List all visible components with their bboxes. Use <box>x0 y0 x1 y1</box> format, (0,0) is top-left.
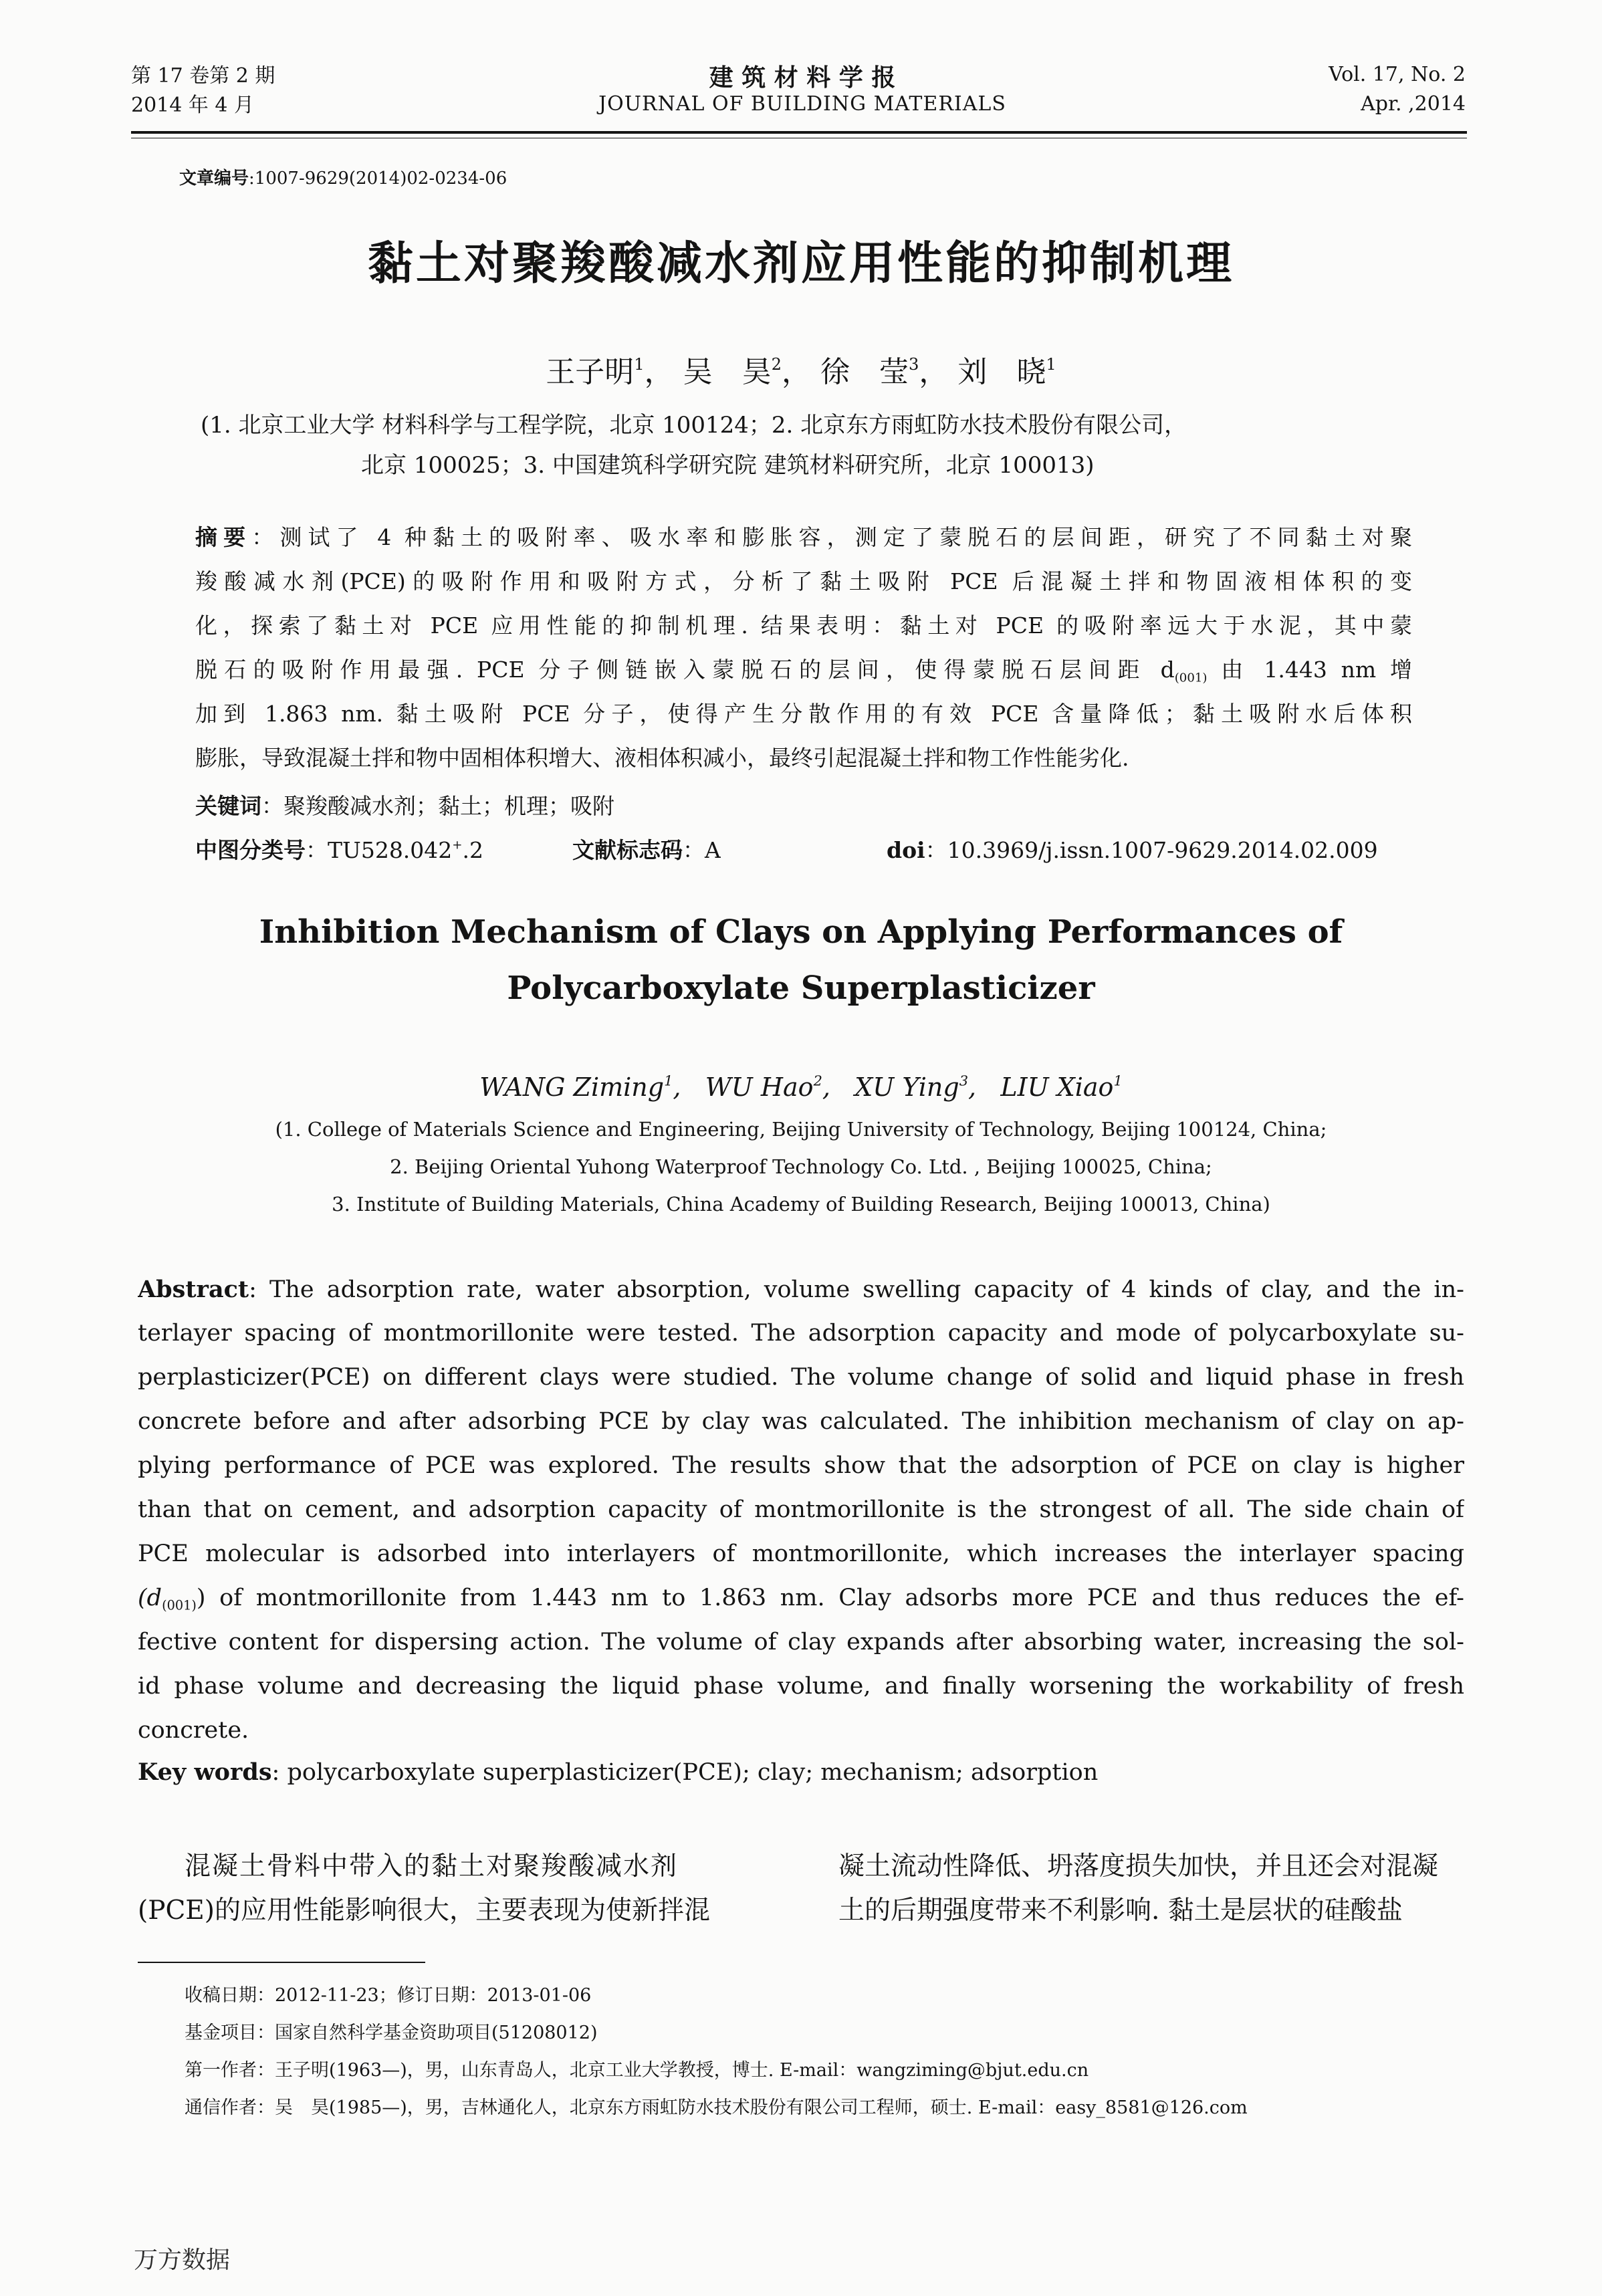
abstract-en-line: fective content for dispersing action. The volume of clay expands after absorbing water, increasing the sol- <box>138 1629 1464 1655</box>
title-en-line: Polycarboxylate Superplasticizer <box>507 969 1095 1007</box>
affiliation-en-line: (1. College of Materials Science and Engineering, Beijing University of Technology, Beijing 100124, China; <box>275 1118 1327 1141</box>
abstract-en-line: plying performance of PCE was explored. The results show that the adsorption of PCE on clay is higher <box>138 1452 1464 1479</box>
abstract-en-line: PCE molecular is adsorbed into interlayers of montmorillonite, which increases the interlayer spacing <box>138 1540 1464 1567</box>
header-date-cn: 2014 年 4 月 <box>131 94 255 117</box>
title-en-line: Inhibition Mechanism of Clays on Applying Performances of <box>259 913 1343 951</box>
abstract-en-line: concrete. <box>138 1717 249 1744</box>
body-left-line: 混凝土骨料中带入的黏土对聚羧酸减水剂 <box>185 1851 679 1881</box>
keywords-en-value: : polycarboxylate superplasticizer(PCE); clay; mechanism; adsorption <box>271 1759 1099 1786</box>
author-en: WANG Ziming$^1$ <box>479 1072 673 1102</box>
clc-label: 中图分类号 <box>195 837 306 863</box>
body-left-line: (PCE)的应用性能影响很大，主要表现为使新拌混 <box>138 1896 710 1926</box>
abstract-en-line: perplasticizer(PCE) on different clays were studied. The volume change of solid and liquid phase in fresh <box>138 1364 1464 1391</box>
header-volume-cn: 第 17 卷第 2 期 <box>131 64 275 88</box>
article-number-label: 文章编号 <box>179 168 249 189</box>
authors-cn: 王子明$^1$， 吴 昊$^2$， 徐 莹$^3$， 刘 晓$^1$ <box>546 354 1056 389</box>
header-journal-cn: 建 筑 材 料 学 报 <box>709 64 896 92</box>
keywords-cn-value: ：聚羧酸减水剂；黏土；机理；吸附 <box>261 793 614 819</box>
article-number-value: :1007-9629(2014)02-0234-06 <box>249 168 507 189</box>
abstract-cn-line: 化，探索了黏土对 PCE 应用性能的抑制机理. 结果表明：黏土对 PCE 的吸附率远大于水泥，其中蒙 <box>195 612 1412 639</box>
footnote-corresponding-author: 通信作者：吴 昊(1985—)，男，吉林通化人，北京东方雨虹防水技术股份有限公司工程师，硕士. E-mail：easy_8581@126.com <box>185 2097 1248 2118</box>
header-rule-thick <box>131 131 1467 134</box>
affiliation-en-line: 3. Institute of Building Materials, China Academy of Building Research, Beijing 100013, China) <box>332 1193 1270 1216</box>
footnote-received: 收稿日期：2012-11-23；修订日期：2013-01-06 <box>185 1985 592 2006</box>
body-right-line: 凝土流动性降低、坍落度损失加快，并且还会对混凝 <box>838 1851 1439 1881</box>
keywords-cn <box>195 789 614 820</box>
doc-code-label: 文献标志码 <box>572 837 683 863</box>
article-number <box>179 164 507 189</box>
header-date-en: Apr. ,2014 <box>1361 92 1466 116</box>
document-code <box>572 833 721 865</box>
abstract-cn-line: 摘要：测试了 4 种黏土的吸附率、吸水率和膨胀容，测定了蒙脱石的层间距，研究了不同黏土对聚 <box>195 524 1412 550</box>
clc-value: ：TU528.042 <box>306 837 453 863</box>
author-cn: 王子明$^1$ <box>546 354 645 389</box>
abstract-en-line: concrete before and after adsorbing PCE by clay was calculated. The inhibition mechanism of clay on ap- <box>138 1408 1464 1435</box>
header-journal-en: JOURNAL OF BUILDING MATERIALS <box>598 92 1006 116</box>
abstract-en-line: than that on cement, and adsorption capacity of montmorillonite is the strongest of all. The side chain of <box>138 1496 1464 1523</box>
doc-code-value: ：A <box>683 837 721 863</box>
abstract-cn-line: 加到 1.863 nm. 黏土吸附 PCE 分子，使得产生分散作用的有效 PCE 含量降低；黏土吸附水后体积 <box>195 701 1412 727</box>
keywords-en-label: Key words <box>138 1758 272 1786</box>
footnote-first-author: 第一作者：王子明(1963—)，男，山东青岛人，北京工业大学教授，博士. E-mail：wangziming@bjut.edu.cn <box>185 2060 1089 2081</box>
abstract-en-line: id phase volume and decreasing the liquid phase volume, and finally worsening the workability of fresh <box>138 1673 1464 1700</box>
abstract-en-line: Abstract: The adsorption rate, water absorption, volume swelling capacity of 4 kinds of clay, and the in- <box>138 1276 1464 1303</box>
doi-label: doi <box>887 837 925 863</box>
abstract-cn-label: 摘要 <box>195 524 252 550</box>
abstract-cn-line: 膨胀，导致混凝土拌和物中固相体积增大、液相体积减小，最终引起混凝土拌和物工作性能劣化. <box>195 745 1129 771</box>
doi-value: ：10.3969/j.issn.1007-9629.2014.02.009 <box>925 837 1378 863</box>
title-cn: 黏土对聚羧酸减水剂应用性能的抑制机理 <box>367 237 1234 290</box>
author-en: XU Ying$^3$ <box>854 1072 969 1102</box>
abstract-cn-line: 羧酸减水剂(PCE)的吸附作用和吸附方式，分析了黏土吸附 PCE 后混凝土拌和物固液相体积的变 <box>195 568 1412 594</box>
body-right-line: 土的后期强度带来不利影响. 黏土是层状的硅酸盐 <box>838 1896 1403 1926</box>
abstract-en-label: Abstract <box>138 1276 249 1303</box>
author-en: LIU Xiao$^1$ <box>1000 1072 1123 1102</box>
affiliation-en-line: 2. Beijing Oriental Yuhong Waterproof Technology Co. Ltd. , Beijing 100025, China; <box>390 1155 1212 1178</box>
authors-en: WANG Ziming$^1$, WU Hao$^2$, XU Ying$^3$, LIU Xiao$^1$ <box>479 1072 1123 1102</box>
abstract-en-line: terlayer spacing of montmorillonite were tested. The adsorption capacity and mode of polycarboxylate su- <box>138 1320 1464 1347</box>
author-cn: 吴 昊$^2$ <box>683 354 782 389</box>
watermark: 万方数据 <box>134 2247 231 2274</box>
header-volume-en: Vol. 17, No. 2 <box>1329 63 1466 86</box>
abstract-en-line: $(d_{(001)})$ of montmorillonite from 1.443 nm to 1.863 nm. Clay adsorbs more PCE and thus reduces the ef- <box>138 1585 1464 1613</box>
keywords-en <box>138 1758 1098 1786</box>
affiliation-cn-line: (1. 北京工业大学 材料科学与工程学院，北京 100124；2. 北京东方雨虹防水技术股份有限公司， <box>201 412 1187 439</box>
keywords-cn-label: 关键词 <box>195 793 261 819</box>
footnote-rule <box>138 1962 425 1963</box>
classification-line: 中图分类号：TU528.042+.2 <box>195 837 483 863</box>
author-en: WU Hao$^2$ <box>705 1072 822 1102</box>
abstract-cn-line: 脱石的吸附作用最强. PCE 分子侧链嵌入蒙脱石的层间，使得蒙脱石层间距 $d_{(001)}$ 由 1.443 nm 增 <box>195 657 1412 685</box>
doi <box>887 833 1378 865</box>
footnote-funding: 基金项目：国家自然科学基金资助项目(51208012) <box>185 2023 598 2043</box>
affiliation-cn-line: 北京 100025；3. 中国建筑科学研究院 建筑材料研究所，北京 100013) <box>361 452 1095 479</box>
author-cn: 徐 莹$^3$ <box>820 354 919 389</box>
author-cn: 刘 晓$^1$ <box>957 354 1056 389</box>
